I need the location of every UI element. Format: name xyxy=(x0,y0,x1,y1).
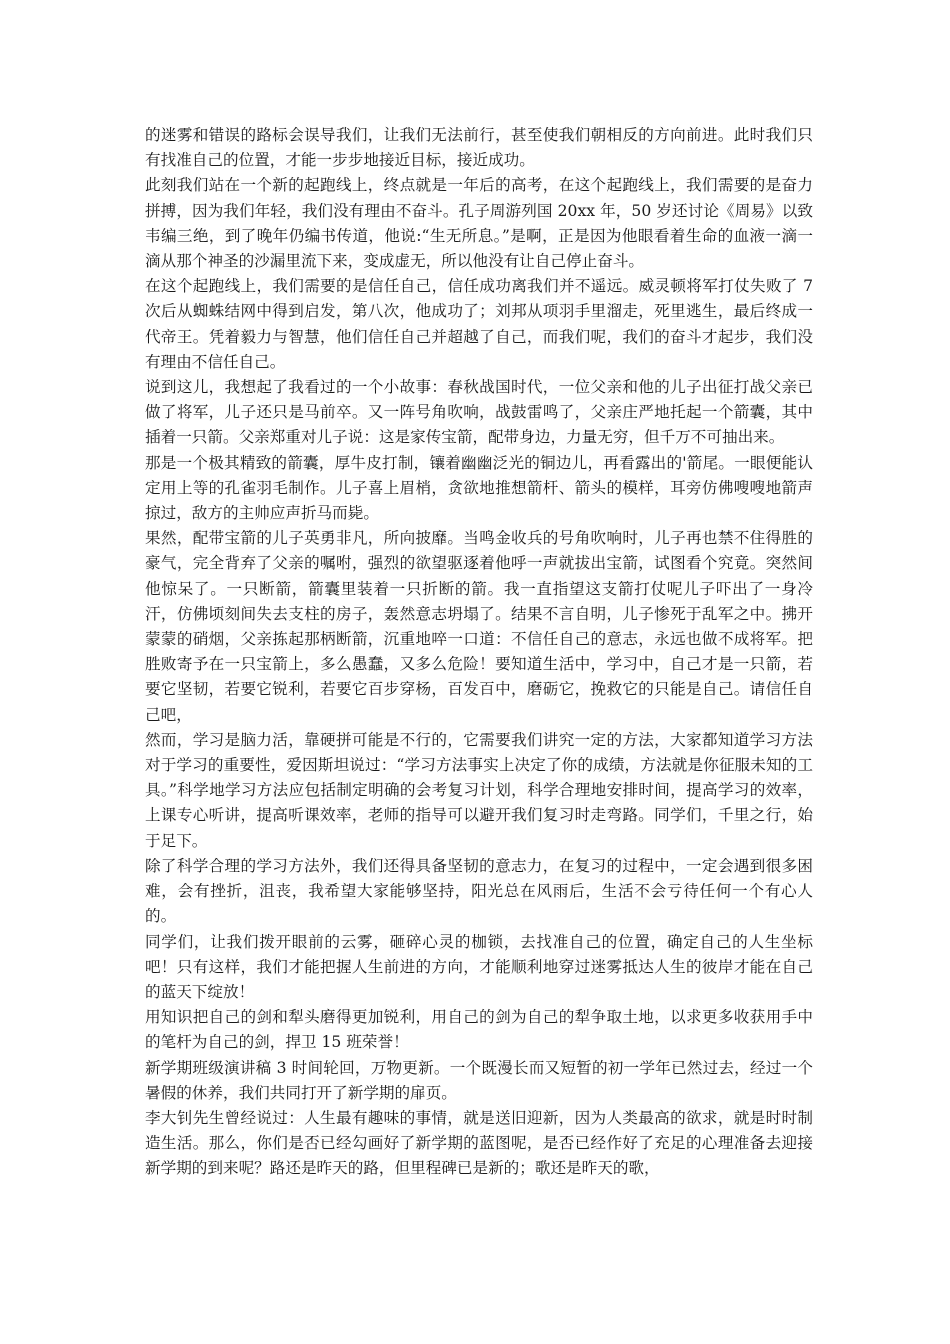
paragraph-4: 说到这儿，我想起了我看过的一个小故事：春秋战国时代，一位父亲和他的儿子出征打战父亲已做了将军，儿子还只是马前卒。又一阵号角吹响，战鼓雷鸣了，父亲庄严地托起一个箭囊，其中插着一只箭。父亲郑重对儿子说：这是家传宝箭，配带身边，力量无穷，但千万不可抽出来。 xyxy=(145,378,813,447)
paragraph-7: 然而，学习是脑力活，靠硬拼可能是不行的，它需要我们讲究一定的方法，大家都知道学习方法对于学习的重要性，爱因斯坦说过：“学习方法事实上决定了你的成绩，方法就是你征服未知的工具。”科学地学习方法应包括制定明确的会考复习计划，科学合理地安排时间，提高学习的效率，上课专心听讲，提高听课效率，老师的指导可以避开我们复习时走弯路。同学们，千里之行，始于足下。 xyxy=(145,730,813,850)
paragraph-11: 新学期班级演讲稿 3 时间轮回，万物更新。一个既漫长而又短暂的初一学年已然过去，经过一个暑假的休养，我们共同打开了新学期的扉页。 xyxy=(145,1058,813,1102)
paragraph-3: 在这个起跑线上，我们需要的是信任自己，信任成功离我们并不遥远。威灵顿将军打仗失败了 7 次后从蜘蛛结网中得到启发，第八次，他成功了；刘邦从项羽手里溜走，死里逃生，最后终成一代帝王。凭着毅力与智慧，他们信任自己并超越了自己，而我们呢，我们的奋斗才起步，我们没有理由不信任自己。 xyxy=(145,277,813,371)
body-text xyxy=(145,123,813,1182)
paragraph-8: 除了科学合理的学习方法外，我们还得具备坚韧的意志力，在复习的过程中，一定会遇到很多困难，会有挫折，沮丧，我希望大家能够坚持，阳光总在风雨后，生活不会亏待任何一个有心人的。 xyxy=(145,856,813,926)
paragraph-1: 的迷雾和错误的路标会误导我们，让我们无法前行，甚至使我们朝相反的方向前进。此时我们只有找准自己的位置，才能一步步地接近目标，接近成功。 xyxy=(145,126,813,170)
paragraph-5: 那是一个极其精致的箭囊，厚牛皮打制，镶着幽幽泛光的铜边儿，再看露出的'箭尾。一眼便能认定用上等的孔雀羽毛制作。儿子喜上眉梢，贪欲地推想箭杆、箭头的模样，耳旁仿佛嗖嗖地箭声掠过，敌方的主帅应声折马而毙。 xyxy=(145,453,813,523)
paragraph-2: 此刻我们站在一个新的起跑线上，终点就是一年后的高考，在这个起跑线上，我们需要的是奋力拼搏，因为我们年轻，我们没有理由不奋斗。孔子周游列国 20xx 年，50 岁还讨论《周易》以致韦编三绝，到了晚年仍编书传道，他说:“生无所息。”是啊，正是因为他眼看着生命的血液一滴一滴从那个神圣的沙漏里流下来，变成虚无，所以他没有让自己停止奋斗。 xyxy=(145,176,813,271)
paragraph-9: 同学们，让我们拨开眼前的云雾，砸碎心灵的枷锁，去找准自己的位置，确定自己的人生坐标吧！只有这样，我们才能把握人生前进的方向，才能顺利地穿过迷雾抵达人生的彼岸才能在自己的蓝天下绽放！ xyxy=(145,932,813,1001)
paragraph-12: 李大钊先生曾经说过：人生最有趣味的事情，就是送旧迎新，因为人类最高的欲求，就是时时制造生活。那么，你们是否已经勾画好了新学期的蓝图呢，是否已经作好了充足的心理准备去迎接新学期的到来呢？路还是昨天的路，但里程碑已是新的；歌还是昨天的歌， xyxy=(145,1108,813,1178)
paragraph-10: 用知识把自己的剑和犁头磨得更加锐利，用自己的剑为自己的犁争取土地，以求更多收获用手中的笔杆为自己的剑，捍卫 15 班荣誉！ xyxy=(145,1008,813,1052)
paragraph-6: 果然，配带宝箭的儿子英勇非凡，所向披靡。当鸣金收兵的号角吹响时，儿子再也禁不住得胜的豪气，完全背弃了父亲的嘱咐，强烈的欲望驱逐着他呼一声就拔出宝箭，试图看个究竟。突然间他惊呆了。一只断箭，箭囊里装着一只折断的箭。我一直指望这支箭打仗呢儿子吓出了一身冷汗，仿佛顷刻间失去支柱的房子，轰然意志坍塌了。结果不言自明，儿子惨死于乱军之中。拂开蒙蒙的硝烟，父亲拣起那柄断箭，沉重地啐一口道：不信任自己的意志，永远也做不成将军。把胜败寄予在一只宝箭上，多么愚蠢，又多么危险！要知道生活中，学习中，自己才是一只箭，若要它坚韧，若要它锐利，若要它百步穿杨，百发百中，磨砺它，挽救它的只能是自己。请信任自己吧， xyxy=(145,529,813,724)
